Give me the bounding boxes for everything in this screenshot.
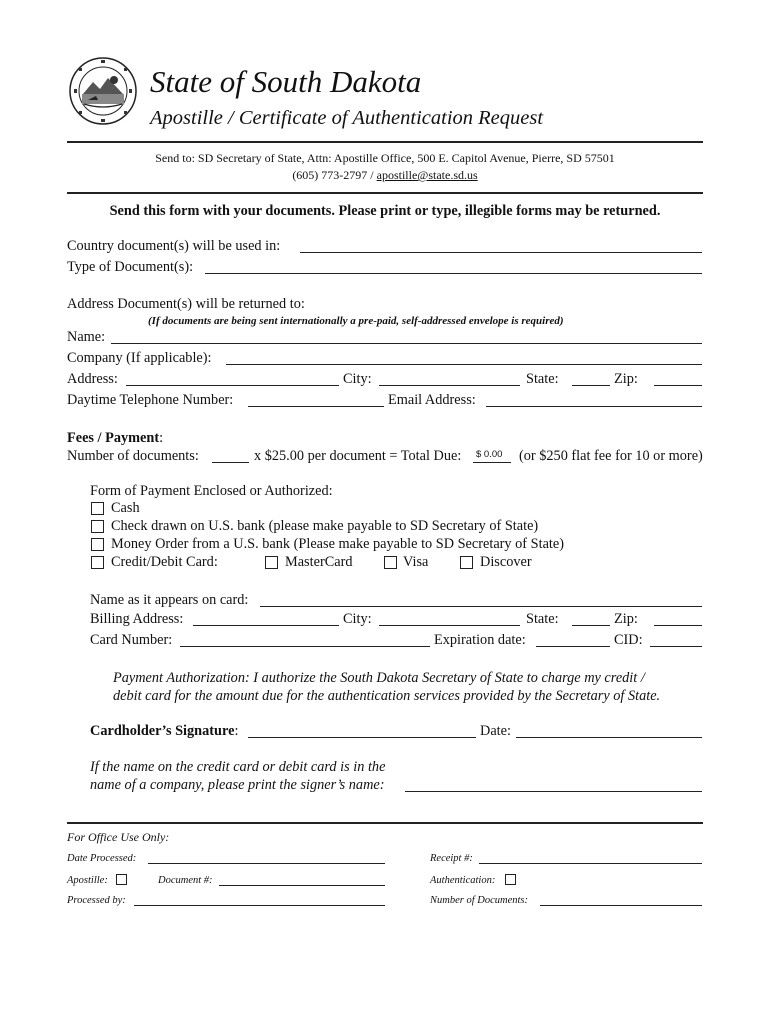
billing-state-label: State:: [526, 611, 559, 627]
num-documents-label: Number of Documents:: [430, 895, 528, 906]
doc-type-label: Type of Document(s):: [67, 259, 194, 275]
state-seal: [68, 56, 138, 126]
apostille-label: Apostille:: [67, 875, 108, 886]
signature-label-colon: :: [234, 723, 239, 739]
phone-field[interactable]: [248, 406, 384, 407]
phone-text: (605) 773-2797 /: [292, 168, 377, 182]
contact-line: [67, 168, 703, 183]
billing-zip-field[interactable]: [654, 625, 702, 626]
billing-city-label: City:: [343, 611, 372, 627]
phone-label: Daytime Telephone Number:: [67, 392, 234, 408]
card-checkbox[interactable]: [91, 556, 104, 569]
card-number-label: Card Number:: [90, 632, 173, 648]
signer-name-field[interactable]: [405, 791, 702, 792]
country-field[interactable]: [300, 252, 702, 253]
num-documents-field[interactable]: [540, 905, 702, 906]
money-order-checkbox[interactable]: [91, 538, 104, 551]
document-num-label: Document #:: [158, 875, 213, 886]
cash-checkbox[interactable]: [91, 502, 104, 515]
authorization-line-1: Payment Authorization: I authorize the South Dakota Secretary of State to charge my credit /: [113, 670, 645, 686]
office-divider: [67, 822, 703, 824]
document-num-field[interactable]: [219, 885, 385, 886]
date-processed-field[interactable]: [148, 863, 385, 864]
address-field[interactable]: [126, 385, 339, 386]
authorization-line-2: debit card for the amount due for the authentication services provided by the Secretary of State.: [113, 688, 661, 704]
company-signer-line-1: If the name on the credit card or debit card is in the: [90, 759, 386, 775]
zip-label: Zip:: [614, 371, 638, 387]
signature-label-text: Cardholder’s Signature: [90, 723, 235, 739]
cid-label: CID:: [614, 632, 643, 648]
total-due-field[interactable]: [473, 462, 511, 463]
billing-city-field[interactable]: [379, 625, 520, 626]
country-label: Country document(s) will be used in:: [67, 238, 281, 254]
fees-heading-text: Fees / Payment: [67, 430, 160, 446]
signature-date-label: Date:: [480, 723, 511, 739]
signature-label: [90, 723, 238, 740]
instructions: Send this form with your documents. Please print or type, illegible forms may be returned.: [109, 203, 661, 219]
num-docs-label: Number of documents:: [67, 448, 199, 464]
check-label: Check drawn on U.S. bank (please make payable to SD Secretary of State): [111, 518, 539, 534]
billing-zip-label: Zip:: [614, 611, 638, 627]
payment-heading: Form of Payment Enclosed or Authorized:: [90, 483, 333, 499]
discover-checkbox[interactable]: [460, 556, 473, 569]
cid-field[interactable]: [650, 646, 702, 647]
authentication-label: Authentication:: [430, 875, 496, 886]
discover-label: Discover: [480, 554, 532, 570]
visa-label: Visa: [403, 554, 429, 570]
name-field[interactable]: [111, 343, 702, 344]
card-name-field[interactable]: [260, 606, 702, 607]
cash-label: Cash: [111, 500, 140, 516]
page-title: State of South Dakota: [150, 64, 422, 99]
flat-fee-text: (or $250 flat fee for 10 or more): [519, 448, 703, 464]
header-divider-top: [67, 141, 703, 143]
city-field[interactable]: [379, 385, 520, 386]
office-heading: For Office Use Only:: [67, 830, 170, 844]
receipt-field[interactable]: [479, 863, 702, 864]
doc-type-field[interactable]: [205, 273, 702, 274]
international-note: (If documents are being sent internationally a pre-paid, self-addressed envelope is required): [148, 315, 564, 327]
signature-field[interactable]: [248, 737, 476, 738]
company-label: Company (If applicable):: [67, 350, 212, 366]
email-link[interactable]: apostille@state.sd.us: [376, 168, 478, 182]
total-due-value[interactable]: $ 0.00: [476, 449, 503, 460]
signature-date-field[interactable]: [516, 737, 702, 738]
date-processed-label: Date Processed:: [67, 853, 137, 864]
city-label: City:: [343, 371, 372, 387]
state-field[interactable]: [572, 385, 610, 386]
check-checkbox[interactable]: [91, 520, 104, 533]
mastercard-label: MasterCard: [285, 554, 353, 570]
card-name-label: Name as it appears on card:: [90, 592, 249, 608]
send-to-address: Send to: SD Secretary of State, Attn: Apostille Office, 500 E. Capitol Avenue, Pierre, SD 57501: [155, 151, 615, 165]
fees-heading-colon: :: [159, 430, 164, 446]
state-label: State:: [526, 371, 559, 387]
card-label: Credit/Debit Card:: [111, 554, 218, 570]
processed-by-field[interactable]: [134, 905, 385, 906]
email-label: Email Address:: [388, 392, 476, 408]
email-field[interactable]: [486, 406, 702, 407]
num-docs-field[interactable]: [212, 462, 249, 463]
card-number-field[interactable]: [180, 646, 430, 647]
billing-address-field[interactable]: [193, 625, 339, 626]
money-order-label: Money Order from a U.S. bank (Please make payable to SD Secretary of State): [111, 536, 564, 552]
company-signer-line-2: name of a company, please print the signer’s name:: [90, 777, 385, 793]
fees-heading: [67, 430, 163, 447]
zip-field[interactable]: [654, 385, 702, 386]
page-subtitle: Apostille / Certificate of Authentication Request: [150, 107, 544, 129]
return-address-heading: Address Document(s) will be returned to:: [67, 296, 305, 312]
company-field[interactable]: [226, 364, 702, 365]
per-doc-text: x $25.00 per document = Total Due:: [254, 448, 462, 464]
mastercard-checkbox[interactable]: [265, 556, 278, 569]
expiration-field[interactable]: [536, 646, 610, 647]
authentication-checkbox[interactable]: [505, 874, 516, 885]
name-label: Name:: [67, 329, 106, 345]
address-label: Address:: [67, 371, 118, 387]
expiration-label: Expiration date:: [434, 632, 526, 648]
receipt-label: Receipt #:: [430, 853, 473, 864]
billing-state-field[interactable]: [572, 625, 610, 626]
processed-by-label: Processed by:: [67, 895, 126, 906]
billing-address-label: Billing Address:: [90, 611, 184, 627]
visa-checkbox[interactable]: [384, 556, 397, 569]
apostille-checkbox[interactable]: [116, 874, 127, 885]
header-divider-bottom: [67, 192, 703, 194]
